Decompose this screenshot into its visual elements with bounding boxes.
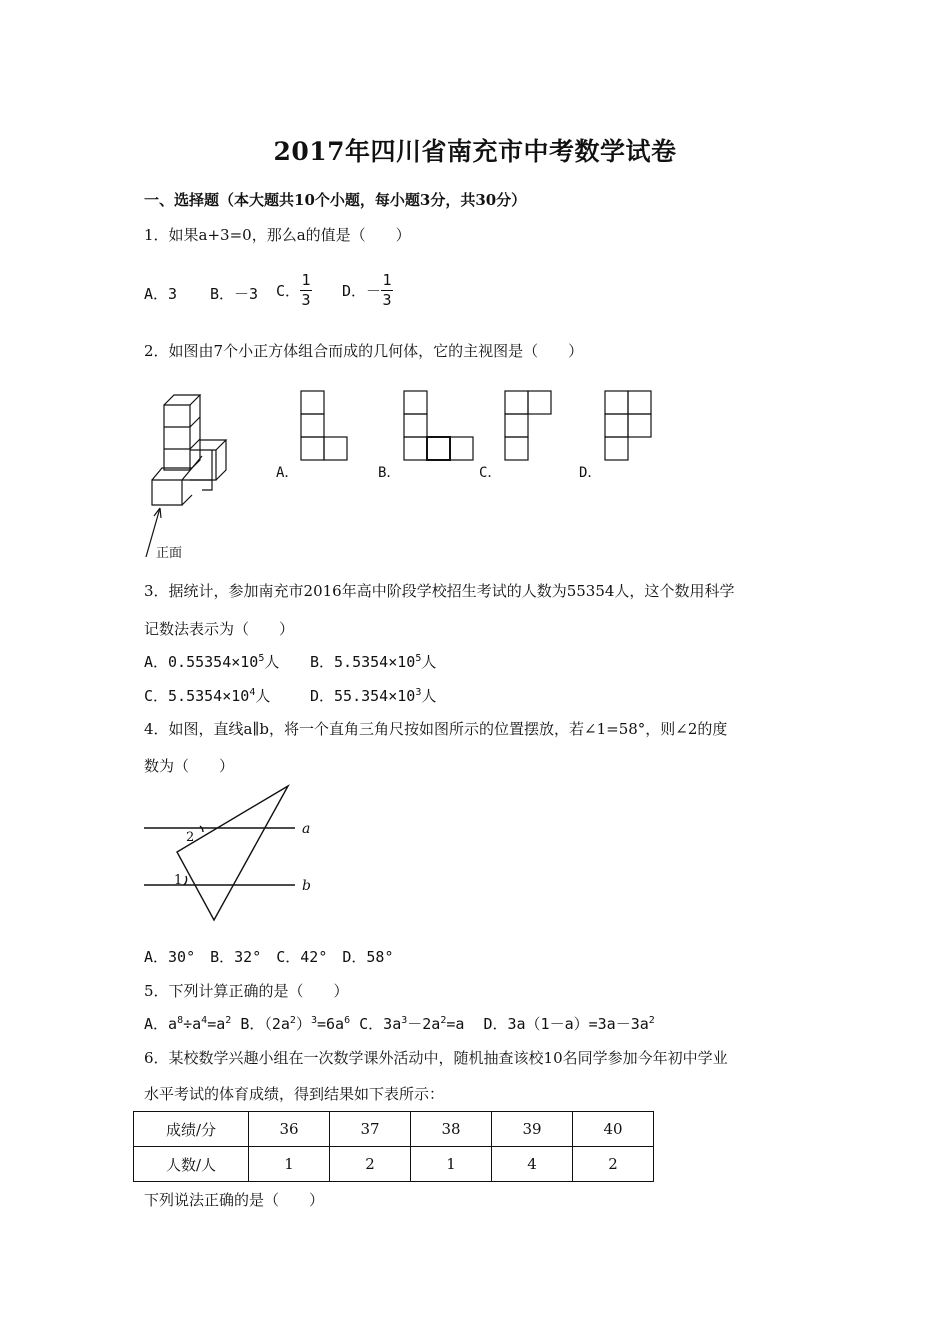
q5-option-a: A．$a^8\div a^4=a^2$ bbox=[144, 1015, 232, 1033]
table-cell: 2 bbox=[330, 1147, 411, 1182]
question-1-option-a: A．3 bbox=[144, 285, 178, 303]
line-label-a: a bbox=[302, 821, 311, 837]
fraction-d-numerator: 1 bbox=[382, 271, 392, 289]
line-label-b: b bbox=[302, 878, 311, 894]
question-4-stem-line2: 数为（ ） bbox=[144, 757, 235, 775]
question-5-options bbox=[144, 1013, 655, 1034]
question-3-option-d: D．$55.354\times 10^3$人 bbox=[310, 687, 437, 705]
table-cell: 2 bbox=[573, 1147, 654, 1182]
fraction-c-numerator: 1 bbox=[301, 271, 311, 289]
front-label: 正面 bbox=[156, 545, 183, 560]
question-3-option-a: A．$0.55354\times 10^5$人 bbox=[144, 653, 280, 671]
table-header-cell: 成绩/分 bbox=[134, 1112, 249, 1147]
fraction-c-denominator: 3 bbox=[301, 291, 311, 310]
view-label-a: A． bbox=[276, 465, 299, 481]
question-3-option-b: B．$5.5354\times 10^5$人 bbox=[310, 653, 437, 671]
table-row bbox=[134, 1112, 654, 1147]
score-table bbox=[133, 1111, 654, 1182]
angle-label-2: 2 bbox=[186, 830, 195, 845]
question-3-option-c: C．$5.5354\times 10^4$人 bbox=[144, 687, 271, 705]
option-c-prefix: C． bbox=[276, 282, 301, 301]
q5-option-c: C．$3a^3-2a^2=a$ bbox=[359, 1015, 465, 1033]
cube-solid-figure bbox=[140, 385, 250, 565]
view-label-c: C． bbox=[479, 465, 502, 481]
table-row bbox=[134, 1147, 654, 1182]
question-6-stem-line2: 水平考试的体育成绩，得到结果如下表所示： bbox=[144, 1085, 445, 1103]
question-1-option-c bbox=[276, 272, 312, 310]
question-6-stem-line1: 6．某校数学兴趣小组在一次数学课外活动中，随机抽查该校10名同学参加今年初中学业 bbox=[144, 1049, 728, 1067]
table-header-cell: 人数/人 bbox=[134, 1147, 249, 1182]
option-d-prefix: D．－ bbox=[342, 282, 382, 301]
table-cell: 39 bbox=[492, 1112, 573, 1147]
question-1-option-b: B．－3 bbox=[210, 285, 259, 303]
fraction-c bbox=[300, 272, 312, 310]
view-option-a bbox=[300, 390, 350, 462]
question-3-stem-line1: 3．据统计，参加南充市2016年高中阶段学校招生考试的人数为55354人，这个数用科学 bbox=[144, 582, 735, 600]
angle-label-1: 1 bbox=[174, 873, 183, 888]
question-2-stem: 2．如图由7个小正方体组合而成的几何体，它的主视图是（ ） bbox=[144, 342, 584, 360]
view-label-d: D． bbox=[579, 465, 602, 481]
fraction-d-denominator: 3 bbox=[382, 291, 392, 310]
table-cell: 37 bbox=[330, 1112, 411, 1147]
page-title: 2017年四川省南充市中考数学试卷 bbox=[273, 137, 677, 166]
question-1-stem: 1．如果a+3=0，那么a的值是（ ） bbox=[144, 226, 411, 244]
fraction-d bbox=[381, 272, 393, 310]
question-4-options: A．30° B．32° C．42° D．58° bbox=[144, 948, 394, 966]
parallel-lines-triangle-figure bbox=[140, 780, 320, 930]
table-cell: 1 bbox=[249, 1147, 330, 1182]
table-cell: 38 bbox=[411, 1112, 492, 1147]
question-6-after-table: 下列说法正确的是（ ） bbox=[144, 1191, 325, 1209]
table-cell: 4 bbox=[492, 1147, 573, 1182]
table-cell: 1 bbox=[411, 1147, 492, 1182]
question-4-stem-line1: 4．如图，直线a∥b，将一个直角三角尺按如图所示的位置摆放，若∠1=58°，则∠2的度 bbox=[144, 720, 728, 738]
view-option-b bbox=[403, 390, 477, 462]
question-1-option-d bbox=[342, 272, 393, 310]
table-cell: 36 bbox=[249, 1112, 330, 1147]
q5-option-b: B．$(2a^2)^3=6a^6$ bbox=[240, 1015, 351, 1033]
view-option-c bbox=[504, 390, 554, 462]
question-3-stem-line2: 记数法表示为（ ） bbox=[144, 620, 295, 638]
q5-option-d: D．$3a(1-a)=3a-3a^2$ bbox=[483, 1015, 655, 1033]
question-5-stem: 5．下列计算正确的是（ ） bbox=[144, 982, 349, 1000]
table-cell: 40 bbox=[573, 1112, 654, 1147]
section-heading: 一、选择题（本大题共10个小题，每小题3分，共30分） bbox=[144, 191, 527, 209]
view-option-d bbox=[604, 390, 654, 462]
view-label-b: B． bbox=[378, 465, 401, 481]
